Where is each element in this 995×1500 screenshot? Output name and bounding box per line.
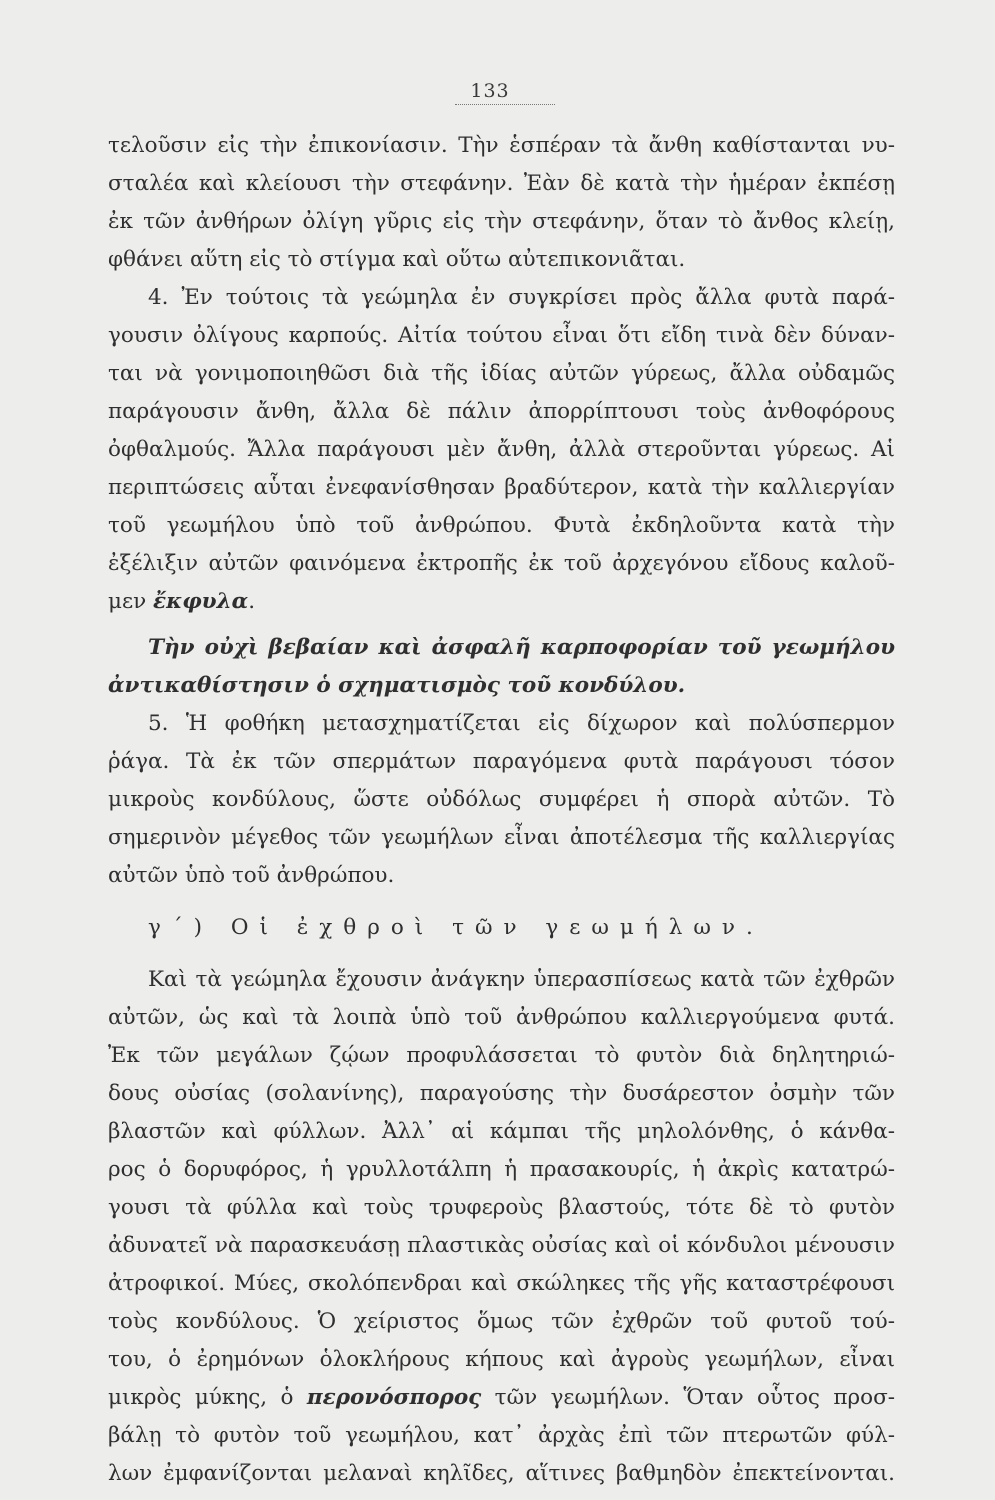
text-line: σταλέα καὶ κλείουσι τὴν στεφάνην. Ἐὰν δὲ κατὰ τὴν ἡμέραν ἐκπέσῃ <box>108 171 895 196</box>
text-line: τοὺς κονδύλους. Ὁ χείριστος ὅμως τῶν ἐχθρῶν τοῦ φυτοῦ τού- <box>108 1309 895 1334</box>
text-line: δους οὐσίας (σολανίνης), παραγούσης τὴν δυσάρεστον ὀσμὴν τῶν <box>108 1081 895 1106</box>
section-heading: γ΄) Οἱ ἐχθροὶ τῶν γεωμήλων. <box>148 915 764 940</box>
text-line: ἀδυνατεῖ νὰ παρασκευάσῃ πλαστικὰς οὐσίας καὶ οἱ κόνδυλοι μένουσιν <box>108 1233 895 1258</box>
text-line-peronosporos <box>108 1379 895 1417</box>
italic-heading-line-1: Τὴν οὐχὶ βεβαίαν καὶ ἀσφαλῆ καρποφορίαν τοῦ γεωμήλου <box>148 635 895 660</box>
text-line: γουσι τὰ φύλλα καὶ τοὺς τρυφεροὺς βλαστούς, τότε δὲ τὸ φυτὸν <box>108 1195 895 1220</box>
text-line: αὐτῶν ὑπὸ τοῦ ἀνθρώπου. <box>108 863 395 888</box>
text-line: περιπτώσεις αὗται ἐνεφανίσθησαν βραδύτερον, κατὰ τὴν καλλιεργίαν <box>108 475 895 500</box>
text-line: λων ἐμφανίζονται μελαναὶ κηλῖδες, αἵτινες βαθμηδὸν ἐπεκτείνονται. <box>108 1461 895 1486</box>
text-line: ὀφθαλμούς. Ἄλλα παράγουσι μὲν ἄνθη, ἀλλὰ στεροῦνται γύρεως. Αἱ <box>108 437 895 462</box>
page-number-rule <box>455 104 555 105</box>
text-fragment: μεν <box>108 589 154 614</box>
text-line: του, ὁ ἐρημόνων ὁλοκλήρους κήπους καὶ ἀγροὺς γεωμήλων, εἶναι <box>108 1347 895 1372</box>
text-line: 5. Ἡ φοθήκη μετασχηματίζεται εἰς δίχωρον καὶ πολύσπερμον <box>148 711 895 736</box>
text-line: ρος ὁ δορυφόρος, ἡ γρυλλοτάλπη ἡ πρασακουρίς, ἡ ἀκρὶς κατατρώ- <box>108 1157 895 1182</box>
text-line: ται νὰ γονιμοποιηθῶσι διὰ τῆς ἰδίας αὐτῶν γύρεως, ἄλλα οὐδαμῶς <box>108 361 895 386</box>
page-number: 133 <box>470 80 510 102</box>
text-line: ῥάγα. Τὰ ἐκ τῶν σπερμάτων παραγόμενα φυτὰ παράγουσι τόσον <box>108 749 895 774</box>
text-line: μικροὺς κονδύλους, ὥστε οὐδόλως συμφέρει ἡ σπορὰ αὐτῶν. Τὸ <box>108 787 895 812</box>
text-fragment: . <box>248 589 256 614</box>
text-line: ἐκ τῶν ἀνθήρων ὀλίγη γῦρις εἰς τὴν στεφάνην, ὅταν τὸ ἄνθος κλείῃ, <box>108 209 895 234</box>
text-line: φθάνει αὕτη εἰς τὸ στίγμα καὶ οὕτω αὐτεπικονιᾶται. <box>108 247 686 272</box>
text-line: ἀτροφικοί. Μύες, σκολόπενδραι καὶ σκώληκες τῆς γῆς καταστρέφουσι <box>108 1271 895 1296</box>
text-line: βλαστῶν καὶ φύλλων. Ἀλλ᾽ αἱ κάμπαι τῆς μηλολόνθης, ὁ κάνθα- <box>108 1119 895 1144</box>
body-text <box>108 127 895 1493</box>
text-line: σημερινὸν μέγεθος τῶν γεωμήλων εἶναι ἀποτέλεσμα τῆς καλλιεργίας <box>108 825 895 850</box>
text-line: ἐξέλιξιν αὐτῶν φαινόμενα ἐκτροπῆς ἐκ τοῦ ἀρχεγόνου εἴδους καλοῦ- <box>108 551 895 576</box>
italic-heading-line-2: ἀντικαθίστησιν ὁ σχηματισμὸς τοῦ κονδύλου. <box>108 673 686 698</box>
text-fragment: μικρὸς μύκης, ὁ <box>108 1385 307 1410</box>
text-line-ekfyla <box>108 583 895 621</box>
text-line: τελοῦσιν εἰς τὴν ἐπικονίασιν. Τὴν ἑσπέραν τὰ ἄνθη καθίστανται νυ- <box>108 133 895 158</box>
text-line: βάλῃ τὸ φυτὸν τοῦ γεωμήλου, κατ᾽ ἀρχὰς ἐπὶ τῶν πτερωτῶν φύλ- <box>108 1423 895 1448</box>
text-line: γουσιν ὀλίγους καρπούς. Αἰτία τούτου εἶναι ὅτι εἴδη τινὰ δὲν δύναν- <box>108 323 895 348</box>
text-line: Ἐκ τῶν μεγάλων ζῴων προφυλάσσεται τὸ φυτὸν διὰ δηλητηριώ- <box>108 1043 895 1068</box>
text-line: Καὶ τὰ γεώμηλα ἔχουσιν ἀνάγκην ὑπερασπίσεως κατὰ τῶν ἐχθρῶν <box>148 967 895 992</box>
term-peronosporos: περονόσπορος <box>306 1385 482 1410</box>
text-line: 4. Ἐν τούτοις τὰ γεώμηλα ἐν συγκρίσει πρὸς ἄλλα φυτὰ παρά- <box>148 285 895 310</box>
text-fragment: τῶν γεωμήλων. Ὅταν οὗτος προσ- <box>481 1385 895 1410</box>
term-ekfyla: ἔκφυλα <box>153 589 249 614</box>
text-line: αὐτῶν, ὡς καὶ τὰ λοιπὰ ὑπὸ τοῦ ἀνθρώπου καλλιεργούμενα φυτά. <box>108 1005 895 1030</box>
text-line: παράγουσιν ἄνθη, ἄλλα δὲ πάλιν ἀπορρίπτουσι τοὺς ἀνθοφόρους <box>108 399 895 424</box>
text-line: τοῦ γεωμήλου ὑπὸ τοῦ ἀνθρώπου. Φυτὰ ἐκδηλοῦντα κατὰ τὴν <box>108 513 895 538</box>
